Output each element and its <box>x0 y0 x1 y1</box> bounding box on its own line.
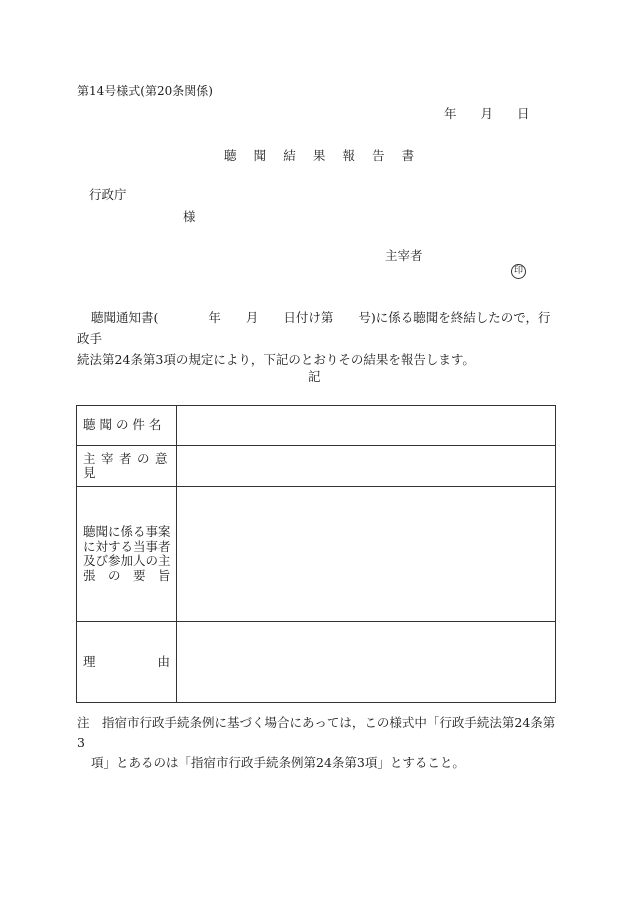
body-text <box>77 307 553 370</box>
label-line: に対する当事者 <box>83 538 171 554</box>
document-title <box>224 146 414 164</box>
label-line: 及び参加人の主 <box>83 553 171 568</box>
title-char: 結 <box>283 148 296 163</box>
title-char: 聴 <box>224 148 237 163</box>
table-row <box>77 622 556 703</box>
addressee-honorific: 様 <box>183 209 196 224</box>
label-line: 聴聞に係る事案 <box>83 524 171 539</box>
date-month: 月 <box>480 106 494 121</box>
label-text: 主宰者の意見 <box>83 450 174 480</box>
label-text: 由 <box>157 653 170 669</box>
date-day: 日 <box>517 106 530 121</box>
ki-heading: 記 <box>308 369 321 384</box>
title-char: 聞 <box>253 148 267 163</box>
table-row <box>77 487 556 622</box>
footnote-line: 項」とあるのは「指宿市行政手続条例第24条第3項」とすること。 <box>91 755 465 770</box>
row-value[interactable] <box>177 446 556 487</box>
body-line: 聴聞通知書( 年 月 日付け第 号)に係る聴聞を終結したので，行政手 <box>77 310 551 346</box>
row-label <box>77 406 177 446</box>
row-value[interactable] <box>177 406 556 446</box>
table-row <box>77 446 556 487</box>
addressee-office: 行政庁 <box>89 187 127 202</box>
body-line: 続法第24条第3項の規定により，下記のとおりその結果を報告します。 <box>77 352 475 367</box>
row-value[interactable] <box>177 622 556 703</box>
title-char: 書 <box>401 148 415 163</box>
footnote-line: 注 指宿市行政手続条例に基づく場合にあっては，この様式中「行政手続法第24条第3 <box>77 715 556 750</box>
title-char: 報 <box>342 148 356 163</box>
label-text: 聴 聞 の 件 名 <box>83 417 162 433</box>
row-label <box>77 446 177 487</box>
organizer-label: 主宰者 <box>385 248 423 263</box>
row-label <box>77 487 177 622</box>
date-line <box>444 104 530 122</box>
label-line: 張 の 要 旨 <box>83 567 171 583</box>
title-char: 告 <box>372 148 385 163</box>
report-table <box>76 405 556 703</box>
label-text: 理 <box>83 653 96 669</box>
title-char: 果 <box>312 148 326 163</box>
seal-mark: 印 <box>511 264 526 279</box>
footnote <box>77 713 557 773</box>
form-number: 第14号様式(第20条関係) <box>77 84 213 98</box>
date-year: 年 <box>444 106 457 121</box>
row-value[interactable] <box>177 487 556 622</box>
row-label <box>77 622 177 703</box>
table-row <box>77 406 556 446</box>
